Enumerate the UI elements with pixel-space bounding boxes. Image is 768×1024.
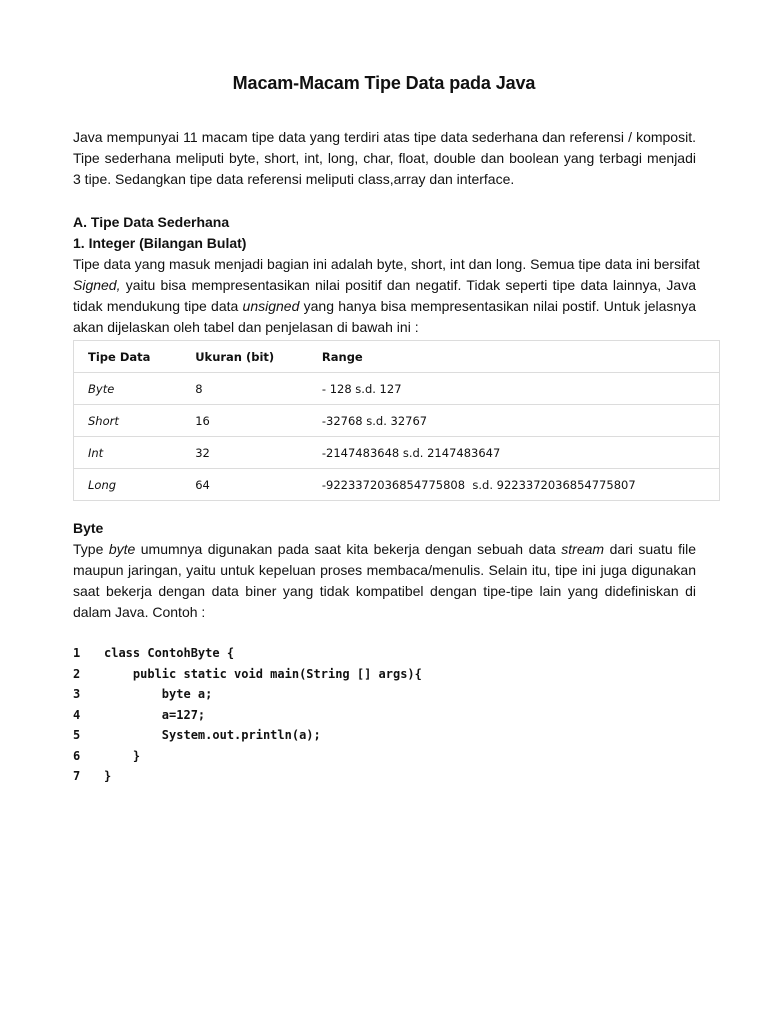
column-header: Tipe Data [74,341,182,373]
integer-line [73,275,696,296]
intro-line: 3 tipe. Sedangkan tipe data referensi meliputi class,array dan interface. [73,171,515,187]
table-row [74,373,720,405]
code-text: byte a; [104,687,213,701]
intro-line: Java mempunyai 11 macam tipe data yang terdiri atas tipe data sederhana dan referensi / komposit. [73,129,696,145]
integer-line [73,296,696,317]
section-a-heading: A. Tipe Data Sederhana [73,214,230,230]
table-header-row [74,341,720,373]
line-number: 6 [73,748,81,763]
byte-line: saat bekerja dengan data biner yang tidak kompatibel dengan tipe-tipe lain yang didefiniskan di [73,583,696,599]
type-cell: Long [74,469,182,501]
unsigned-term: unsigned [242,298,300,314]
code-line [73,746,422,767]
code-text: a=127; [104,707,206,722]
column-header: Ukuran (bit) [181,341,308,373]
stream-term: stream [561,541,605,557]
code-text: System.out.println(a); [104,728,321,742]
table-row [74,405,720,437]
type-cell: Int [74,437,182,469]
byte-line [73,539,696,560]
code-line [73,664,422,685]
integer-types-table [73,340,720,501]
code-line [73,643,422,664]
table-row [74,437,720,469]
line-number: 1 [73,646,81,660]
byte-line: dalam Java. Contoh : [73,604,206,620]
byte-heading: Byte [73,520,104,536]
table-row [74,469,720,501]
byte-line-text: umumnya digunakan pada saat kita bekerja dengan sebuah data [135,541,562,557]
code-line [73,705,422,726]
size-cell: 16 [181,405,308,437]
code-text: public static void main(String [] args){ [104,666,422,681]
integer-subheading: 1. Integer (Bilangan Bulat) [73,235,247,251]
byte-line: maupun jaringan, yaitu untuk kepeluan proses membaca/menulis. Selain itu, tipe ini juga digunakan [73,562,696,578]
byte-line-text: Type [73,541,109,557]
signed-term: Signed, [73,277,121,293]
code-text: } [104,748,141,763]
size-cell: 32 [181,437,308,469]
size-cell: 64 [181,469,308,501]
range-cell: -9223372036854775808 s.d. 9223372036854775807 [308,469,720,501]
byte-term: byte [108,541,136,557]
integer-paragraph [73,254,700,338]
byte-line-text: dari suatu file [604,541,696,557]
integer-line-text: tidak mendukung tipe data [73,298,243,314]
code-line [73,725,422,746]
range-cell: - 128 s.d. 127 [308,373,720,405]
column-header: Range [308,341,720,373]
integer-line: Tipe data yang masuk menjadi bagian ini adalah byte, short, int dan long. Semua tipe data ini bersifat [73,256,700,272]
code-line [73,684,422,705]
code-line [73,766,422,787]
range-cell: -2147483648 s.d. 2147483647 [308,437,720,469]
code-text: } [104,769,112,783]
line-number: 5 [73,728,81,742]
intro-line: Tipe sederhana meliputi byte, short, int, long, char, float, double dan boolean yang terbagi menjadi [73,150,696,166]
size-cell: 8 [181,373,308,405]
range-cell: -32768 s.d. 32767 [308,405,720,437]
code-block [73,643,422,787]
line-number: 7 [73,769,81,783]
integer-line-text: yaitu bisa mempresentasikan nilai positif dan negatif. Tidak seperti tipe data lainnya, Java [120,277,696,293]
line-number: 2 [73,666,81,681]
integer-line-text: yang hanya bisa mempresentasikan nilai postif. Untuk jelasnya [299,298,696,314]
code-text: class ContohByte { [104,646,235,660]
type-cell: Byte [74,373,182,405]
integer-line: akan dijelaskan oleh tabel dan penjelasan di bawah ini : [73,319,419,335]
line-number: 4 [73,707,81,722]
page-title: Macam-Macam Tipe Data pada Java [232,73,536,93]
intro-paragraph [73,127,696,190]
line-number: 3 [73,687,81,701]
type-cell: Short [74,405,182,437]
byte-paragraph [73,539,696,623]
